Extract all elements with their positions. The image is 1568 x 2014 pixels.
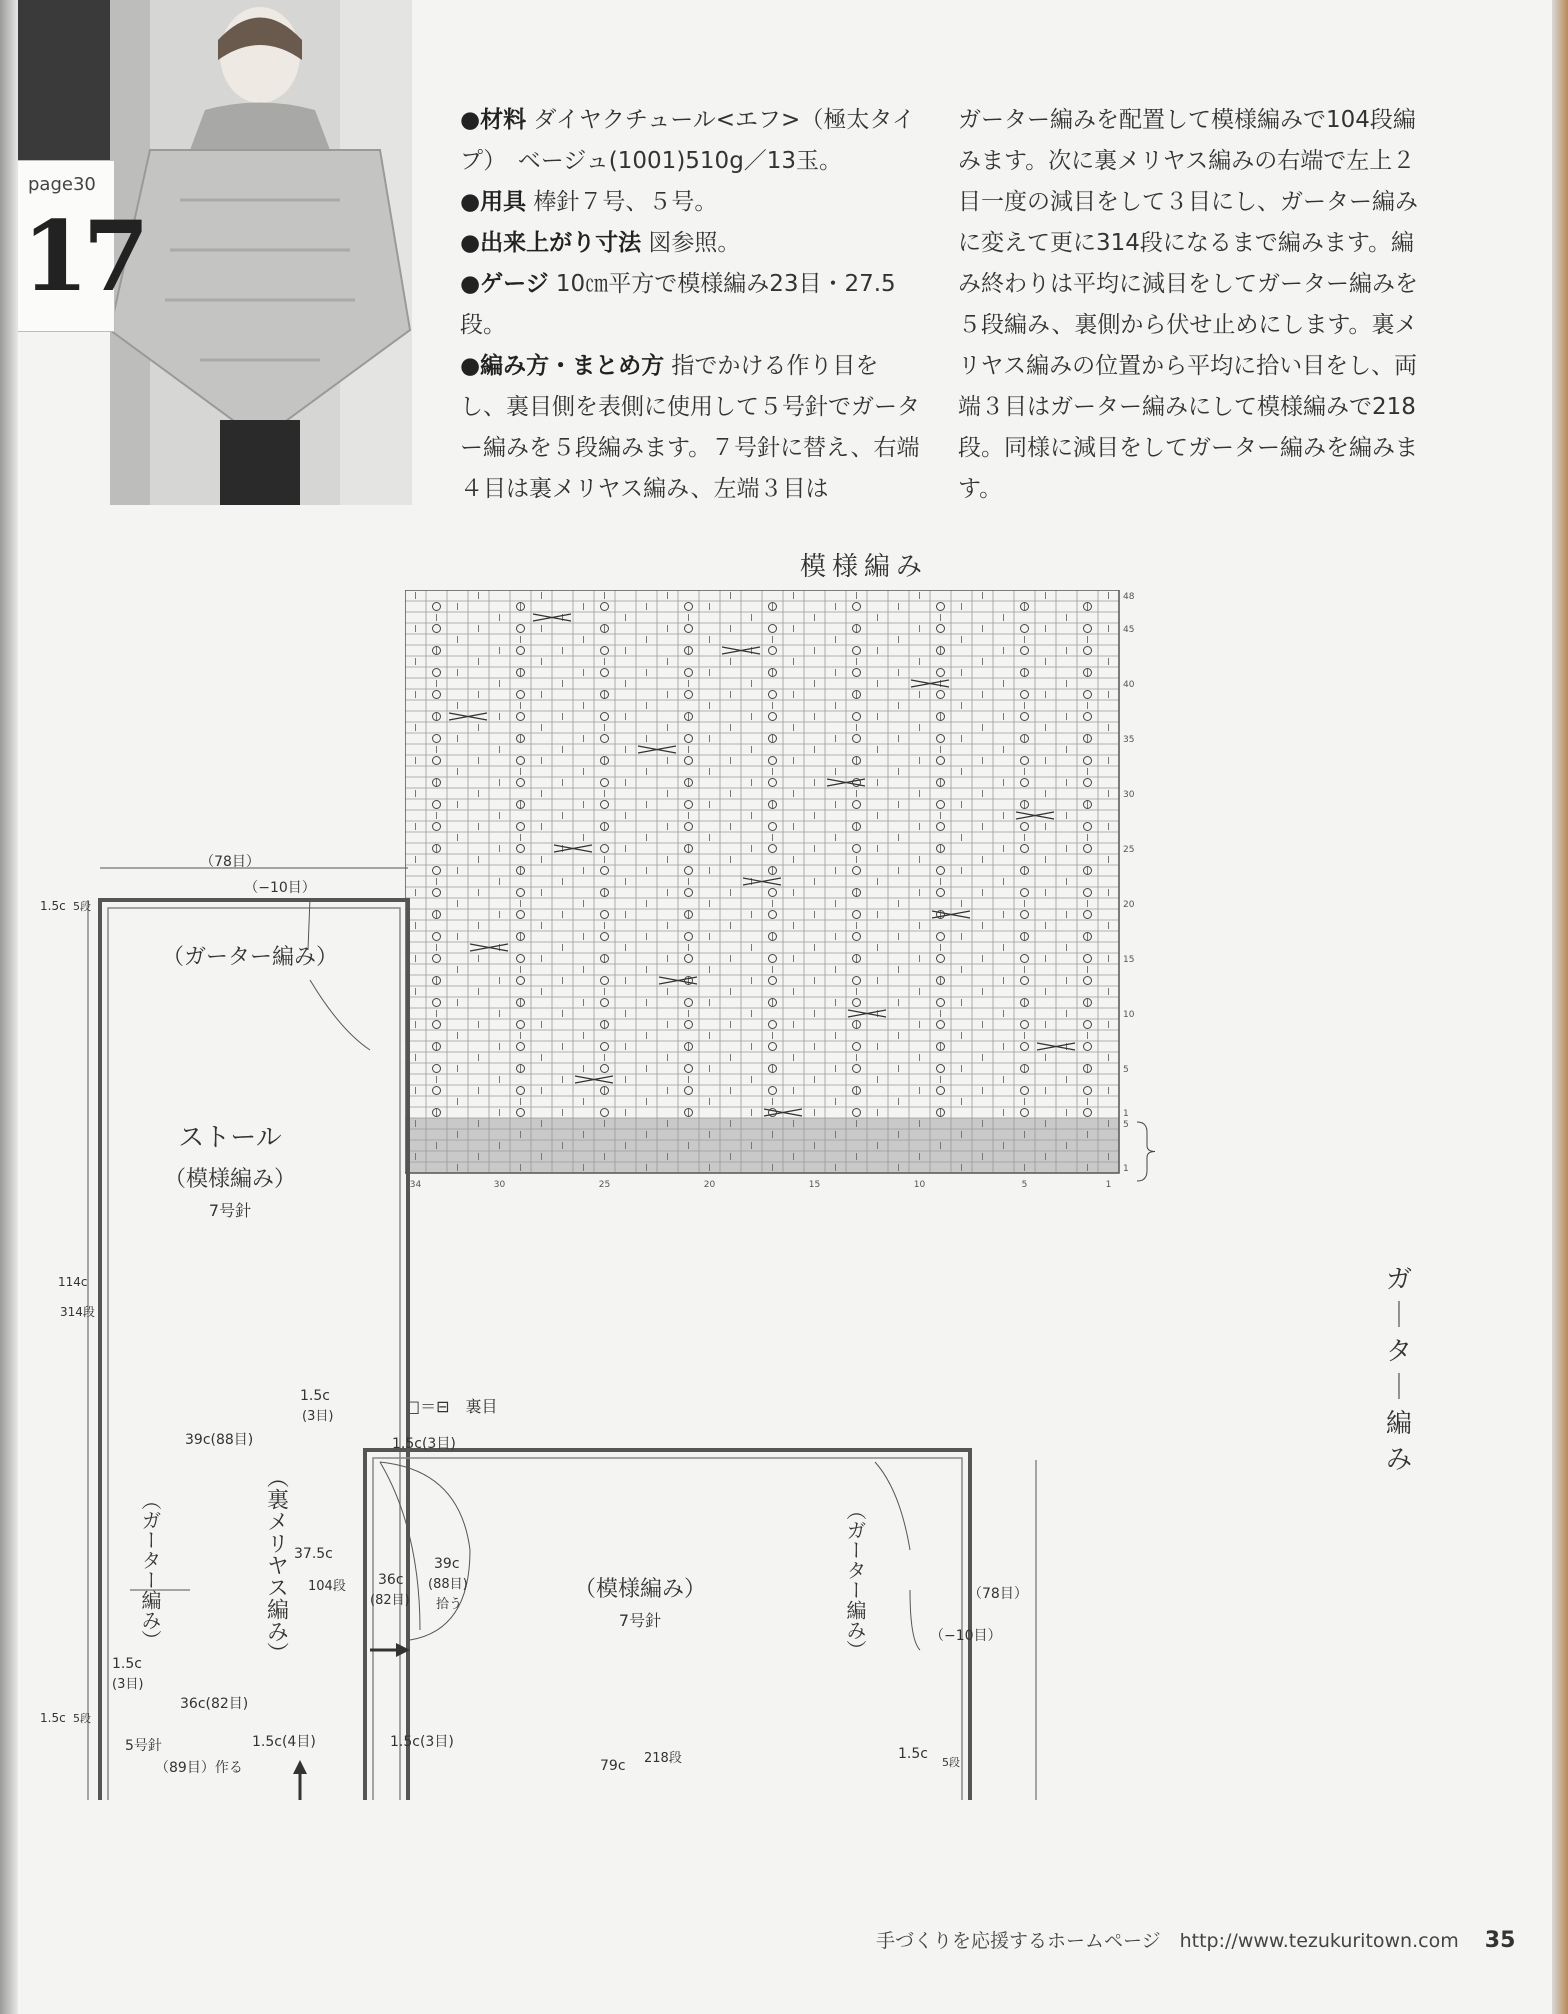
top-join-cm: 1.5c [300, 1388, 330, 1404]
method-text-part-2: ガーター編みを配置して模様編みで104段編みます。次に裏メリヤス編みの右端で左上２目一度の減目をして３目にし、ガーター編みに変えて更に314段になるまで編みます。編み終わりは平均に減目をしてガーター編みを５段編み、裏側から伏せ止めにします。裏メリヤス編みの位置から平均に拾い目をし、両端３目はガーター編みにして模様編みで218段。同様に減目をしてガーター編みを編みます。 [958, 107, 1418, 502]
tools-value: 棒針７号、５号。 [533, 189, 718, 215]
gauge-value: 10㎝平方で模様編み23目・27.5段。 [460, 271, 896, 338]
ura-cm-label: 37.5c [294, 1546, 333, 1562]
yarn-over-symbol [1021, 779, 1029, 787]
row-number-label: 30 [1123, 790, 1135, 800]
yarn-over-symbol [937, 735, 945, 743]
yarn-over-symbol [1084, 1021, 1092, 1029]
left-edge-width-label: 39c(88目) [185, 1432, 254, 1448]
size-label: ●出来上がり寸法 [460, 230, 642, 256]
bottom-3-stitches-label: 1.5c(3目) [390, 1734, 454, 1750]
pickup-stitches-label: (88目) [428, 1577, 468, 1592]
yarn-over-symbol [433, 669, 441, 677]
bottom-edge-cm: 1.5c [40, 1711, 66, 1725]
row-number-label: 5 [1123, 1065, 1129, 1075]
bottom-width-label: 36c(82目) [180, 1696, 249, 1712]
horizontal-rows-label: 218段 [644, 1751, 682, 1766]
pickup-cm-label: 39c [434, 1556, 460, 1572]
row-number-label: 10 [1123, 1010, 1135, 1020]
garter-row-number-label: 5 [1123, 1120, 1129, 1130]
chart-title: 模様編み [800, 552, 929, 582]
end-edge-rows: 5段 [942, 1756, 960, 1769]
yarn-over-symbol [601, 713, 609, 721]
column-number-label: 5 [1021, 1180, 1028, 1190]
method-text-part-1: 指でかける作り目をし、裏目側を表側に使用して５号針でガーター編みを５段編みます。７号針に替え、右端４目は裏メリヤス編み、左端３目は [460, 353, 920, 502]
header-dark-block [18, 0, 110, 160]
bottom-edge-rows: 5段 [73, 1712, 91, 1725]
cast-on-label: （89目）作る [155, 1760, 243, 1776]
yarn-over-symbol [601, 669, 609, 677]
yarn-over-symbol [601, 603, 609, 611]
yarn-over-symbol [517, 757, 525, 765]
side-label-char: ｜ [1385, 1301, 1412, 1331]
yarn-over-symbol [769, 625, 777, 633]
column-number-label: 10 [913, 1180, 926, 1190]
yarn-over-symbol [853, 735, 861, 743]
column-number-label: 34 [409, 1180, 422, 1190]
yarn-over-symbol [433, 823, 441, 831]
instructions-column-1 [460, 100, 920, 510]
yarn-over-symbol [517, 691, 525, 699]
left-garter-label: （ガーター編み） [138, 1490, 162, 1650]
schematic-diagram [40, 850, 1040, 1804]
yarn-over-symbol [517, 647, 525, 655]
yarn-over-symbol [517, 779, 525, 787]
page-reference: page30 [28, 174, 96, 195]
left-edge-cm: 1.5c [112, 1656, 142, 1672]
yarn-over-symbol [937, 603, 945, 611]
height-cm-label: 114c [58, 1275, 88, 1289]
garter-side-label [1382, 1262, 1416, 1478]
yarn-over-symbol [685, 669, 693, 677]
page-gutter-shadow [0, 0, 18, 2014]
column-number-label: 30 [493, 1180, 506, 1190]
yarn-over-symbol [1084, 977, 1092, 985]
model-photo-illustration [110, 0, 412, 505]
instructions-column-2 [958, 100, 1418, 510]
right-width-label: （78目） [968, 1586, 1028, 1602]
yarn-over-symbol [517, 713, 525, 721]
yarn-over-symbol [685, 801, 693, 809]
side-cm-label: 36c [378, 1572, 404, 1588]
yarn-over-symbol [1021, 625, 1029, 633]
gauge-label: ●ゲージ [460, 271, 549, 297]
schematic-diagram-svg [40, 850, 1040, 1800]
yarn-over-symbol [769, 779, 777, 787]
needle-5-label: 5号針 [125, 1738, 162, 1754]
yarn-over-symbol [769, 647, 777, 655]
yarn-over-symbol [517, 625, 525, 633]
yarn-over-symbol [685, 757, 693, 765]
yarn-over-symbol [685, 625, 693, 633]
yarn-over-symbol [601, 735, 609, 743]
column-number-label: 25 [598, 1180, 611, 1190]
column-number-label: 15 [808, 1180, 821, 1190]
yarn-over-symbol [1021, 691, 1029, 699]
yarn-over-symbol [1021, 757, 1029, 765]
yarn-over-symbol [937, 691, 945, 699]
yarn-over-symbol [433, 691, 441, 699]
yarn-over-symbol [1084, 889, 1092, 897]
stole-title: ストール [178, 1123, 282, 1153]
yarn-over-symbol [1084, 955, 1092, 963]
horizontal-pattern-label: （模様編み） [573, 1577, 707, 1602]
garter-row-number-label: 1 [1123, 1164, 1129, 1174]
top-width-label: （78目） [200, 854, 260, 870]
yarn-over-symbol [937, 823, 945, 831]
yarn-over-symbol [769, 757, 777, 765]
bottom-4-stitches-label: 1.5c(4目) [252, 1734, 316, 1750]
side-label-char: み [1385, 1445, 1412, 1475]
yarn-over-symbol [433, 801, 441, 809]
row-number-label: 40 [1123, 680, 1135, 690]
yarn-over-symbol [853, 801, 861, 809]
row-number-label: 35 [1123, 735, 1135, 745]
yarn-over-symbol [769, 823, 777, 831]
horizontal-needle-label: 7号針 [618, 1611, 662, 1630]
height-rows-label: 314段 [60, 1305, 95, 1319]
page-number: 35 [1484, 1928, 1516, 1953]
yarn-over-symbol [1084, 911, 1092, 919]
top-edge-rows: 5段 [73, 900, 91, 913]
yarn-over-symbol [1021, 823, 1029, 831]
stole-pattern-label: （模様編み） [163, 1167, 297, 1192]
yarn-over-symbol [1084, 1109, 1092, 1117]
yarn-over-symbol [517, 823, 525, 831]
column-number-label: 20 [703, 1180, 716, 1190]
yarn-over-symbol [937, 801, 945, 809]
materials-label: ●材料 [460, 107, 527, 133]
join-edge-label: 1.5c(3目) [392, 1436, 456, 1452]
column-number-label: 1 [1105, 1180, 1112, 1190]
side-label-char: タ [1385, 1337, 1412, 1367]
row-number-label: 48 [1123, 592, 1135, 602]
yarn-over-symbol [769, 713, 777, 721]
yarn-over-symbol [601, 801, 609, 809]
footer-tagline: 手づくりを応援するホームページ http://www.tezukuritown.com [876, 1930, 1459, 1952]
yarn-over-symbol [601, 647, 609, 655]
top-join-stitches: (3目) [302, 1409, 334, 1424]
side-label-char: ｜ [1385, 1373, 1412, 1403]
page-right-edge [1552, 0, 1568, 2014]
end-edge-cm: 1.5c [898, 1746, 928, 1762]
yarn-over-symbol [1021, 713, 1029, 721]
top-garter-label: （ガーター編み） [161, 945, 339, 970]
yarn-over-symbol [937, 625, 945, 633]
yarn-over-symbol [1084, 779, 1092, 787]
yarn-over-symbol [853, 603, 861, 611]
yarn-over-symbol [1084, 823, 1092, 831]
pickup-label: 拾う [436, 1597, 463, 1612]
horizontal-width-label: 79c [600, 1758, 626, 1774]
yarn-over-symbol [769, 691, 777, 699]
tools-label: ●用具 [460, 189, 527, 215]
yarn-over-symbol [1084, 1087, 1092, 1095]
yarn-over-symbol [601, 779, 609, 787]
pattern-number: 17 [22, 200, 144, 313]
yarn-over-symbol [1084, 845, 1092, 853]
side-stitches-label: (82目) [370, 1593, 410, 1608]
side-label-char: ガ [1385, 1265, 1412, 1295]
yarn-over-symbol [1084, 713, 1092, 721]
chart-legend: □＝⊟ 裏目 [405, 1397, 498, 1416]
yarn-over-symbol [433, 735, 441, 743]
size-value: 図参照。 [648, 230, 741, 256]
yarn-over-symbol [937, 669, 945, 677]
ura-meriyasu-label: （裏メリヤス編み） [263, 1466, 289, 1664]
yarn-over-symbol [853, 669, 861, 677]
yarn-over-symbol [1084, 625, 1092, 633]
side-label-char: 編 [1385, 1409, 1412, 1439]
yarn-over-symbol [685, 603, 693, 611]
right-garter-label: （ガーター編み） [843, 1500, 867, 1660]
yarn-over-symbol [433, 603, 441, 611]
row-number-label: 20 [1123, 900, 1135, 910]
top-edge-cm: 1.5c [40, 899, 66, 913]
yarn-over-symbol [433, 625, 441, 633]
row-number-label: 15 [1123, 955, 1135, 965]
yarn-over-symbol [685, 691, 693, 699]
materials-value: ダイヤクチュール<エフ>（極太タイプ） ベージュ(1001)510g／13玉。 [460, 107, 915, 174]
top-decrease-label: （−10目） [244, 880, 316, 896]
yarn-over-symbol [1084, 757, 1092, 765]
method-label: ●編み方・まとめ方 [460, 353, 665, 379]
yarn-over-symbol [1084, 647, 1092, 655]
page-footer [876, 1926, 1515, 1953]
row-number-label: 45 [1123, 625, 1135, 635]
row-number-label: 25 [1123, 845, 1135, 855]
yarn-over-symbol [937, 757, 945, 765]
yarn-over-symbol [685, 823, 693, 831]
yarn-over-symbol [1021, 647, 1029, 655]
yarn-over-symbol [1084, 691, 1092, 699]
yarn-over-symbol [853, 647, 861, 655]
stole-needle-label: 7号針 [208, 1201, 252, 1220]
model-photo [110, 0, 412, 505]
left-edge-stitches: (3目) [112, 1677, 144, 1692]
yarn-over-symbol [1084, 1043, 1092, 1051]
right-decrease-label: （−10目） [930, 1628, 1002, 1644]
ura-rows-label: 104段 [308, 1579, 346, 1594]
yarn-over-symbol [853, 713, 861, 721]
yarn-over-symbol [433, 757, 441, 765]
yarn-over-symbol [685, 735, 693, 743]
garter-bracket [1137, 1122, 1155, 1181]
row-number-label: 1 [1123, 1109, 1129, 1119]
